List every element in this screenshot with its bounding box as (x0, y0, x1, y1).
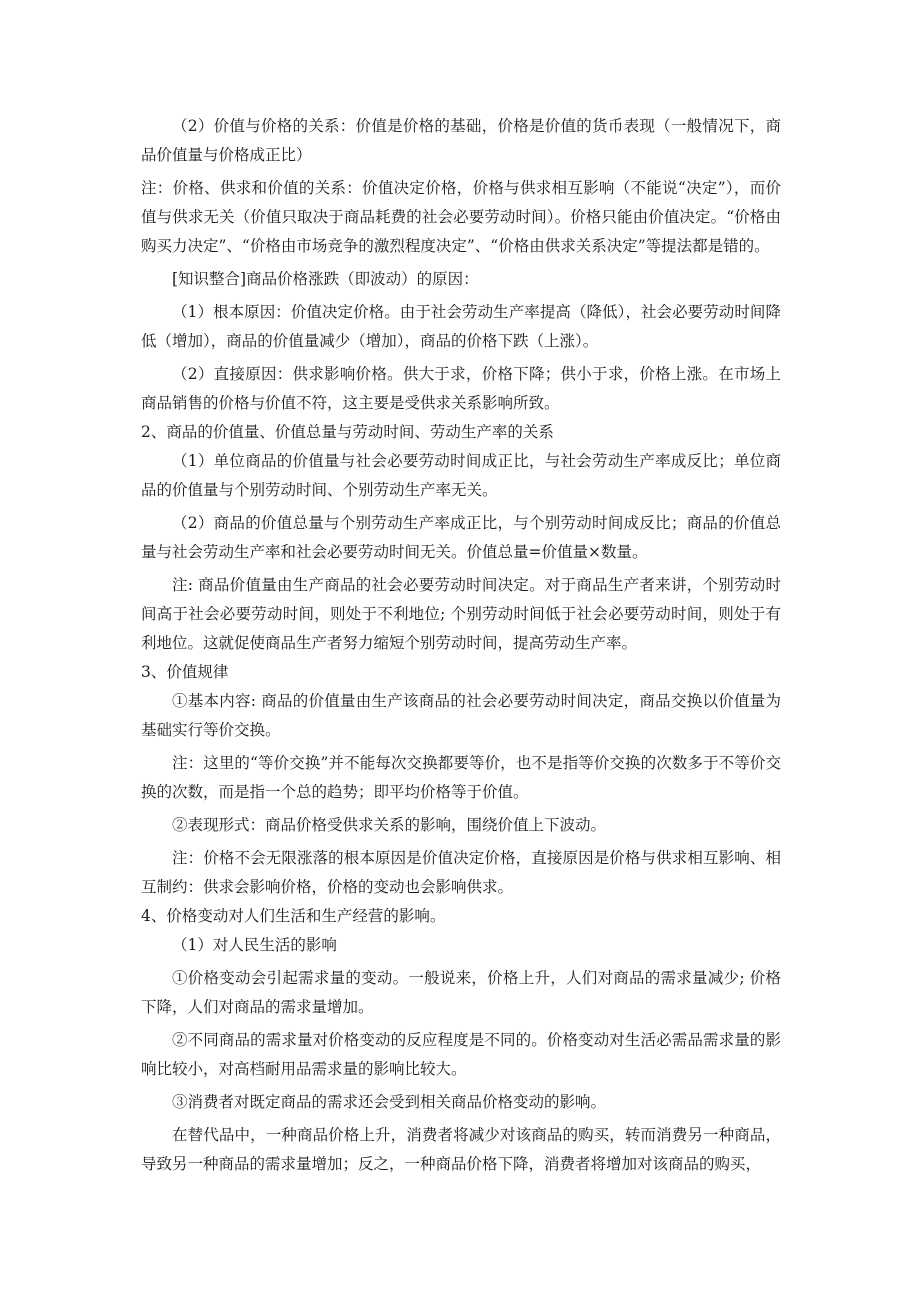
section-heading-3: 3、价值规律 (141, 663, 229, 681)
section-heading-4: 4、价格变动对人们生活和生产经营的影响。 (141, 907, 446, 925)
paragraph-unit-value: （1）单位商品的价值量与社会必要劳动时间成正比，与社会劳动生产率成反比；单位商品的价值量与个别劳动时间、个别劳动生产率无关。 (141, 452, 781, 499)
paragraph-direct-cause: （2）直接原因：供求影响价格。供大于求，价格下降；供小于求，价格上涨。在市场上商品销售的价格与价值不符，这主要是受供求关系影响所致。 (141, 365, 781, 412)
knowledge-integration-heading: [知识整合]商品价格涨跌（即波动）的原因： (172, 270, 479, 288)
subheading-impact-on-life: （1）对人民生活的影响 (172, 936, 337, 954)
paragraph-root-cause: （1）根本原因：价值决定价格。由于社会劳动生产率提高（降低），社会必要劳动时间降低（增加），商品的价值量减少（增加），商品的价格下跌（上涨）。 (141, 303, 781, 350)
note-price-fluctuation: 注：价格不会无限涨落的根本原因是价值决定价格，直接原因是价格与供求相互影响、相互制约：供求会影响价格，价格的变动也会影响供求。 (141, 849, 781, 896)
paragraph-substitutes: 在替代品中，一种商品价格上升，消费者将减少对该商品的购买，转而消费另一种商品，导致另一种商品的需求量增加；反之，一种商品价格下降，消费者将增加对该商品的购买， (141, 1126, 781, 1173)
section-heading-2: 2、商品的价值量、价值总量与劳动时间、劳动生产率的关系 (141, 423, 554, 441)
paragraph-demand-change: ①价格变动会引起需求量的变动。一般说来，价格上升，人们对商品的需求量减少; 价格下降，人们对商品的需求量增加。 (141, 969, 781, 1016)
paragraph-total-value: （2）商品的价值总量与个别劳动生产率成正比，与个别劳动时间成反比；商品的价值总量与社会劳动生产率和社会必要劳动时间无关。价值总量=价值量×数量。 (141, 514, 781, 561)
paragraph-demand-response: ②不同商品的需求量对价格变动的反应程度是不同的。价格变动对生活必需品需求量的影响比较小，对高档耐用品需求量的影响比较大。 (141, 1031, 781, 1078)
note-equal-exchange: 注：这里的“等价交换”并不能每次交换都要等价，也不是指等价交换的次数多于不等价交换的次数，而是指一个总的趋势；即平均价格等于价值。 (141, 754, 781, 801)
paragraph-price-value-relation: （2）价值与价格的关系：价值是价格的基础，价格是价值的货币表现（一般情况下，商品价值量与价格成正比） (141, 117, 781, 164)
paragraph-related-goods: ③消费者对既定商品的需求还会受到相关商品价格变动的影响。 (172, 1093, 607, 1111)
document-body (141, 112, 781, 1179)
note-value-determination: 注: 商品价值量由生产商品的社会必要劳动时间决定。对于商品生产者来讲，个别劳动时间高于社会必要劳动时间，则处于不利地位; 个别劳动时间低于社会必要劳动时间，则处于有利地位。这就促使商品生产者努力缩短个别劳动时间，提高劳动生产率。 (141, 576, 781, 652)
paragraph-manifestation: ②表现形式：商品价格受供求关系的影响，围绕价值上下波动。 (172, 816, 607, 834)
paragraph-basic-content: ①基本内容: 商品的价值量由生产该商品的社会必要劳动时间决定，商品交换以价值量为基础实行等价交换。 (141, 692, 781, 739)
note-price-supply-value: 注：价格、供求和价值的关系：价值决定价格，价格与供求相互影响（不能说“决定”），而价值与供求无关（价值只取决于商品耗费的社会必要劳动时间）。价格只能由价值决定。“价格由购买力决定”、“价格由市场竞争的激烈程度决定”、“价格由供求关系决定”等提法都是错的。 (141, 179, 781, 255)
